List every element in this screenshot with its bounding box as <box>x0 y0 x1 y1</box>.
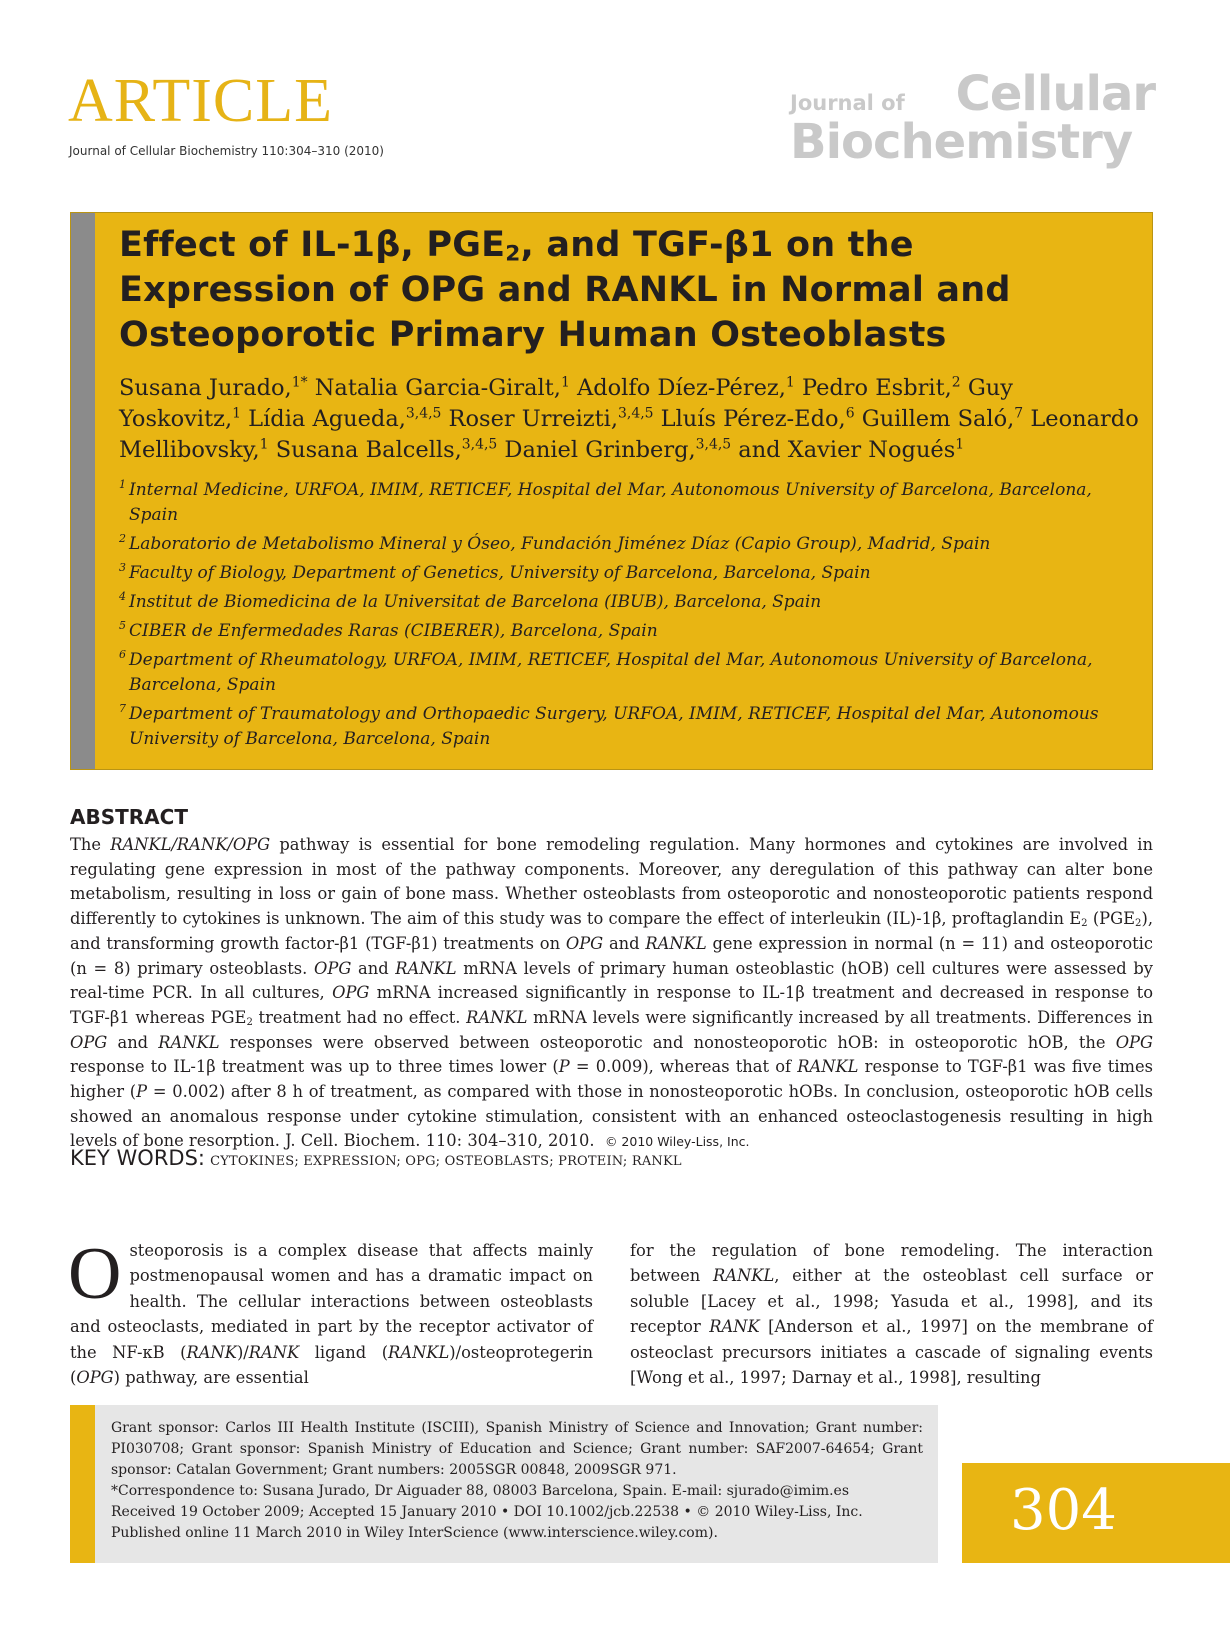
affiliation-number: 7 <box>119 702 126 715</box>
affiliation-text: Laboratorio de Metabolismo Mineral y Óseo, Fundación Jiménez Díaz (Capio Group), Madrid, Spain <box>129 534 991 554</box>
author-name: Susana Balcells, <box>275 437 462 463</box>
affiliation-number: 2 <box>119 532 126 545</box>
author-affiliation-marker: 2 <box>951 374 961 391</box>
author <box>276 437 498 463</box>
author-name: Roser Urreizti, <box>448 406 619 432</box>
author-affiliation-marker: 6 <box>845 405 855 422</box>
author-name: Susana Jurado, <box>119 375 292 401</box>
logo-biochemistry: Biochemistry <box>790 114 1133 170</box>
keywords-list: CYTOKINES; EXPRESSION; OPG; OSTEOBLASTS; PROTEIN; RANKL <box>210 1154 682 1169</box>
text-run: = 0.002) after 8 h of treatment, as compared with those in nonosteoporotic hOBs. In conclusion, osteoporotic hOB cells showed an anomalous response under cytokine stimulation, consistent with an enhanced osteoclastogenesis resulting in high levels of bone resorption. J. Cell. Biochem. 110: 304–310, 2010. <box>70 1082 1153 1151</box>
title-box-sidebar <box>71 213 95 769</box>
body-column-right <box>630 1238 1153 1390</box>
text-run: responses were observed between osteoporotic and nonosteoporotic hOB: in osteoporotic hOB, the <box>219 1032 1116 1052</box>
drop-cap: O <box>68 1233 122 1315</box>
text-run: RANK <box>709 1317 760 1337</box>
author-affiliation-marker: 1 <box>259 436 269 453</box>
author <box>738 437 964 463</box>
text-run: RANKL <box>645 933 707 953</box>
text-run: = 0.009), whereas that of <box>569 1057 798 1077</box>
author <box>862 406 1023 432</box>
text-run: response to IL-1β treatment was up to three times lower ( <box>70 1057 559 1077</box>
affiliation <box>119 478 1134 528</box>
text-run: 2 <box>246 1016 253 1028</box>
text-run: mRNA levels of primary human osteoblastic (hOB) cell cultures were assessed by real-time PCR. In all cultures, <box>70 958 1153 1003</box>
abstract-heading: ABSTRACT <box>70 805 188 829</box>
author-list <box>119 373 1139 466</box>
author <box>504 437 731 463</box>
text-run: OPG <box>314 958 352 978</box>
text-run: RANKL <box>466 1007 528 1027</box>
text-run: )/osteoprotegerin ( <box>70 1342 593 1388</box>
author <box>315 375 570 401</box>
author-affiliation-marker: 3,4,5 <box>618 405 654 422</box>
text-run: gene expression in normal (n = 11) and osteoporotic (n = 8) primary osteoblasts. <box>70 933 1154 978</box>
author-name: Daniel Grinberg, <box>504 437 696 463</box>
affiliation-number: 5 <box>119 619 126 632</box>
keywords-label: KEY WORDS: <box>70 1146 206 1170</box>
journal-citation: Journal of Cellular Biochemistry 110:304–310 (2010) <box>69 144 384 158</box>
author-affiliation-marker: 7 <box>1014 405 1024 422</box>
published-info: Published online 11 March 2010 in Wiley InterScience (www.interscience.wiley.com). <box>111 1525 718 1541</box>
text-run: and <box>351 958 396 978</box>
text-run: OPG <box>70 1032 108 1052</box>
affiliations-list <box>119 478 1134 756</box>
abstract-copyright: © 2010 Wiley-Liss, Inc. <box>604 1134 750 1150</box>
abstract-body <box>70 835 1153 1150</box>
text-run: OPG <box>1115 1032 1154 1052</box>
text-run: mRNA levels were significantly increased by all treatments. Differences in <box>527 1007 1153 1027</box>
affiliation-text: CIBER de Enfermedades Raras (CIBERER), Barcelona, Spain <box>129 621 658 641</box>
affiliation-number: 4 <box>119 590 126 603</box>
grant-sponsors: Grant sponsor: Carlos III Health Institute (ISCIII), Spanish Ministry of Science and Innovation; Grant number: PI030708; Grant sponsor: Spanish Ministry of Education and Science; Grant number: SAF2007-64654; Grant sponsor: Catalan Government; Grant numbers: 2005SGR 00848, 2009SGR 971. <box>111 1420 923 1478</box>
text-run: ), and transforming growth factor-β1 (TGF-β1) treatments on <box>70 909 1154 953</box>
text-run: P <box>136 1082 148 1102</box>
text-run: and <box>603 933 646 953</box>
author <box>119 375 308 401</box>
affiliation-text: Internal Medicine, URFOA, IMIM, RETICEF, Hospital del Mar, Autonomous University of Barcelona, Barcelona, Spain <box>129 480 1092 525</box>
affiliation <box>119 619 1134 644</box>
author <box>449 406 654 432</box>
text-run: treatment had no effect. <box>252 1007 467 1027</box>
affiliation-number: 1 <box>119 478 126 491</box>
title-part-1: Effect of IL-1β, PGE <box>119 225 506 265</box>
logo-journal-of: Journal of <box>790 91 905 115</box>
text-run: mRNA increased significantly in response to IL-1β treatment and decreased in response to TGF-β1 whereas PGE <box>70 983 1153 1027</box>
text-run: pathway is essential for bone remodeling regulation. Many hormones and cytokines are involved in regulating gene expression in most of the pathway components. Moreover, any deregulation of this pathway can alter bone metabolism, resulting in loss or gain of bone mass. Whether osteoblasts from osteoporotic and nonosteoporotic patients respond differently to cytokines is unknown. The aim of this study was to compare the effect of interleukin (IL)-1β, proftaglandin E <box>70 835 1153 929</box>
body-column-left <box>68 1233 593 1390</box>
text-run: ) pathway, are essential <box>113 1368 309 1388</box>
author-affiliation-marker: 1* <box>291 374 308 391</box>
body-right-text <box>630 1241 1153 1387</box>
footnote-box <box>70 1405 938 1563</box>
affiliation-number: 3 <box>119 561 126 574</box>
author <box>802 375 961 401</box>
author-name: Adolfo Díez-Pérez, <box>576 375 786 401</box>
text-run: P <box>558 1057 570 1077</box>
text-run: [Anderson et al., 1997] on the membrane of osteoclast precursors initiates a cascade of signaling events [Wong et al., 1997; Darnay et al., 1998], resulting <box>630 1317 1153 1388</box>
affiliation <box>119 561 1134 586</box>
text-run: )/ <box>236 1342 249 1362</box>
page-number: 304 <box>1010 1478 1117 1543</box>
author-name: Pedro Esbrit, <box>801 375 952 401</box>
author-name: Natalia Garcia-Giralt, <box>314 375 561 401</box>
text-run: The <box>70 835 111 854</box>
page-number-box <box>962 1463 1230 1563</box>
text-run: response to TGF-β1 was five times higher ( <box>70 1057 1153 1102</box>
text-run: and <box>107 1032 159 1052</box>
correspondence: *Correspondence to: Susana Jurado, Dr Aiguader 88, 08003 Barcelona, Spain. E-mail: sjurado@imim.es <box>111 1483 850 1499</box>
title-subscript: 2 <box>505 241 521 267</box>
affiliation <box>119 702 1134 752</box>
author-name: Guy Yoskovitz, <box>119 375 1013 432</box>
text-run: RANK <box>248 1342 300 1362</box>
affiliation-text: Faculty of Biology, Department of Genetics, University of Barcelona, Barcelona, Spain <box>129 563 871 583</box>
abstract-text <box>70 833 1153 1155</box>
author-affiliation-marker: 3,4,5 <box>405 405 442 422</box>
author-affiliation-marker: 1 <box>232 405 242 422</box>
logo-cellular: Cellular <box>955 66 1155 122</box>
author-affiliation-marker: 1 <box>785 374 795 391</box>
text-run: for the regulation of bone remodeling. The interaction between <box>630 1241 1153 1286</box>
text-run: OPG <box>332 983 370 1003</box>
text-run: 2 <box>1135 918 1142 930</box>
article-title <box>119 223 1119 358</box>
author-affiliation-marker: 1 <box>955 436 965 453</box>
affiliation-text: Department of Traumatology and Orthopaedic Surgery, URFOA, IMIM, RETICEF, Hospital del Mar, Autonomous University of Barcelona, Barcelona, Spain <box>129 704 1099 749</box>
affiliation-text: Department of Rheumatology, URFOA, IMIM, RETICEF, Hospital del Mar, Autonomous University of Barcelona, Barcelona, Spain <box>129 650 1093 695</box>
author-name: Guillem Saló, <box>861 406 1015 432</box>
author-affiliation-marker: 1 <box>560 374 570 391</box>
author-name: and Xavier Nogués <box>738 437 956 463</box>
article-label: ARTICLE <box>68 67 334 135</box>
author <box>661 406 855 432</box>
title-part-2: , and TGF-β1 on the Expression of OPG and RANKL in Normal and Osteoporotic Primary Human Osteoblasts <box>119 225 1011 355</box>
text-run: OPG <box>565 933 604 953</box>
footnote-accent-bar <box>70 1405 95 1563</box>
text-run: RANKL <box>713 1266 775 1286</box>
affiliation <box>119 532 1134 557</box>
text-run: 2 <box>1081 918 1088 930</box>
affiliation <box>119 648 1134 698</box>
text-run: RANK <box>186 1342 237 1362</box>
text-run: steoporosis is a complex disease that affects mainly postmenopausal women and has a dramatic impact on health. The cellular interactions between osteoblasts and osteoclasts, mediated in part by the receptor activator of the NF-κB ( <box>70 1241 593 1362</box>
author <box>577 375 795 401</box>
text-run: RANKL <box>395 958 457 978</box>
text-run: , either at the osteoblast cell surface or soluble [Lacey et al., 1998; Yasuda et al., 1998], and its receptor <box>630 1266 1154 1337</box>
received-info: Received 19 October 2009; Accepted 15 January 2010 • DOI 10.1002/jcb.22538 • © 2010 Wiley-Liss, Inc. <box>111 1504 863 1520</box>
text-run: ligand ( <box>299 1342 389 1362</box>
author-name: Leonardo Mellibovsky, <box>119 406 1139 463</box>
journal-logo <box>790 66 1155 176</box>
keywords <box>70 1146 1153 1170</box>
author-name: Lídia Agueda, <box>248 406 406 432</box>
text-run: RANKL <box>797 1057 859 1077</box>
author <box>248 406 441 432</box>
text-run: RANKL <box>158 1032 220 1052</box>
text-run: RANKL/RANK/OPG <box>110 835 271 854</box>
body-left-text <box>68 1233 593 1388</box>
author-name: Lluís Pérez-Edo, <box>660 406 846 432</box>
title-box <box>70 212 1153 770</box>
affiliation <box>119 590 1134 615</box>
text-run: OPG <box>76 1368 114 1388</box>
text-run: RANKL <box>388 1342 450 1362</box>
author-affiliation-marker: 3,4,5 <box>461 436 498 453</box>
footnote-text <box>111 1418 923 1544</box>
affiliation-text: Institut de Biomedicina de la Universitat de Barcelona (IBUB), Barcelona, Spain <box>129 592 822 612</box>
author-affiliation-marker: 3,4,5 <box>695 436 732 453</box>
text-run: (PGE <box>1087 909 1136 929</box>
affiliation-number: 6 <box>119 648 126 661</box>
